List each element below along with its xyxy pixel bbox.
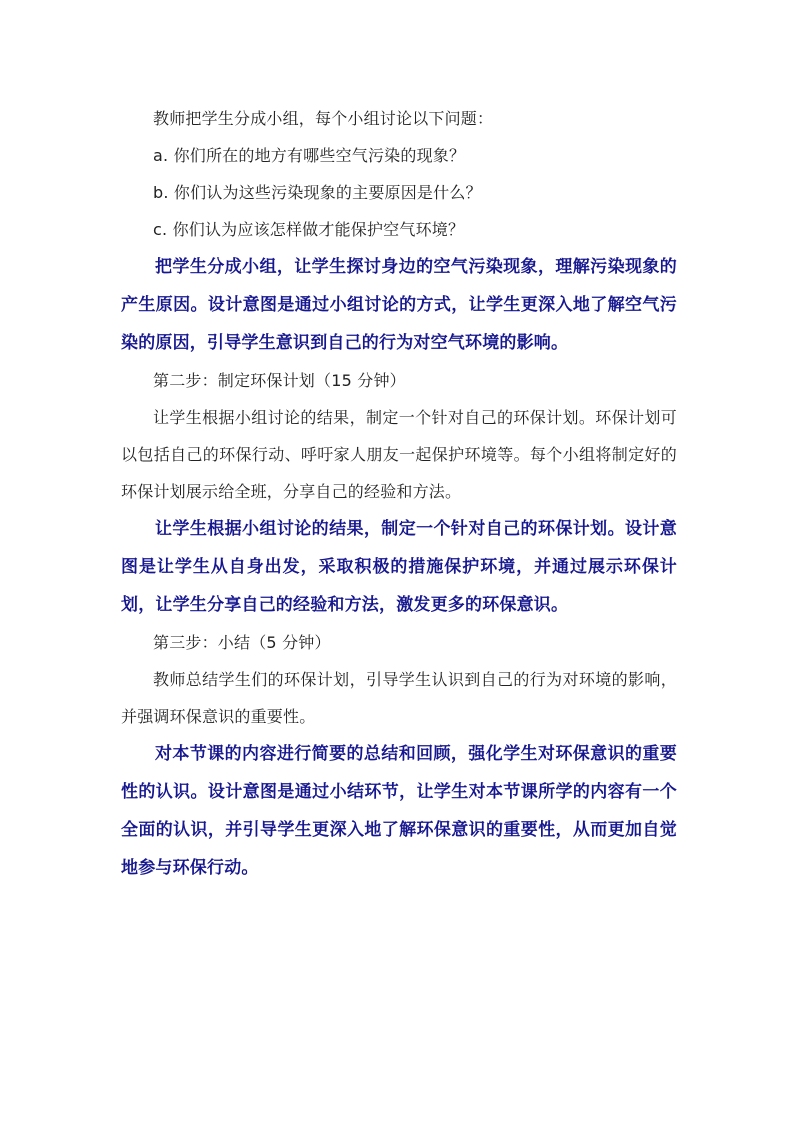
document-body — [121, 100, 677, 887]
paragraph-intro: 教师把学生分成小组，每个小组讨论以下问题： — [153, 109, 494, 128]
step-two-heading: 第二步：制定环保计划（15 分钟） — [153, 371, 406, 390]
design-intent-step-one: 把学生分成小组，让学生探讨身边的空气污染现象，理解污染现象的产生原因。设计意图是通过小组讨论的方式，让学生更深入地了解空气污染的原因，引导学生意识到自己的行为对空气环境的影响。 — [121, 257, 677, 353]
design-intent-step-two: 让学生根据小组讨论的结果，制定一个针对自己的环保计划。设计意图是让学生从自身出发，采取积极的措施保护环境，并通过展示环保计划，让学生分享自己的经验和方法，激发更多的环保意识。 — [121, 519, 677, 615]
step-three-body: 教师总结学生们的环保计划，引导学生认识到自己的行为对环境的影响，并强调环保意识的重要性。 — [121, 670, 677, 726]
question-b: b. 你们认为这些污染现象的主要原因是什么？ — [153, 183, 482, 202]
design-intent-step-three: 对本节课的内容进行简要的总结和回顾，强化学生对环保意识的重要性的认识。设计意图是通过小结环节，让学生对本节课所学的内容有一个全面的认识，并引导学生更深入地了解环保意识的重要性，从而更加自觉地参与环保行动。 — [121, 744, 677, 878]
step-three-heading: 第三步：小结（5 分钟） — [153, 633, 331, 652]
step-two-body: 让学生根据小组讨论的结果，制定一个针对自己的环保计划。环保计划可以包括自己的环保行动、呼吁家人朋友一起保护环境等。每个小组将制定好的环保计划展示给全班，分享自己的经验和方法。 — [121, 408, 677, 501]
question-c: c. 你们认为应该怎样做才能保护空气环境？ — [153, 220, 465, 239]
question-a: a. 你们所在的地方有哪些空气污染的现象？ — [153, 146, 466, 165]
